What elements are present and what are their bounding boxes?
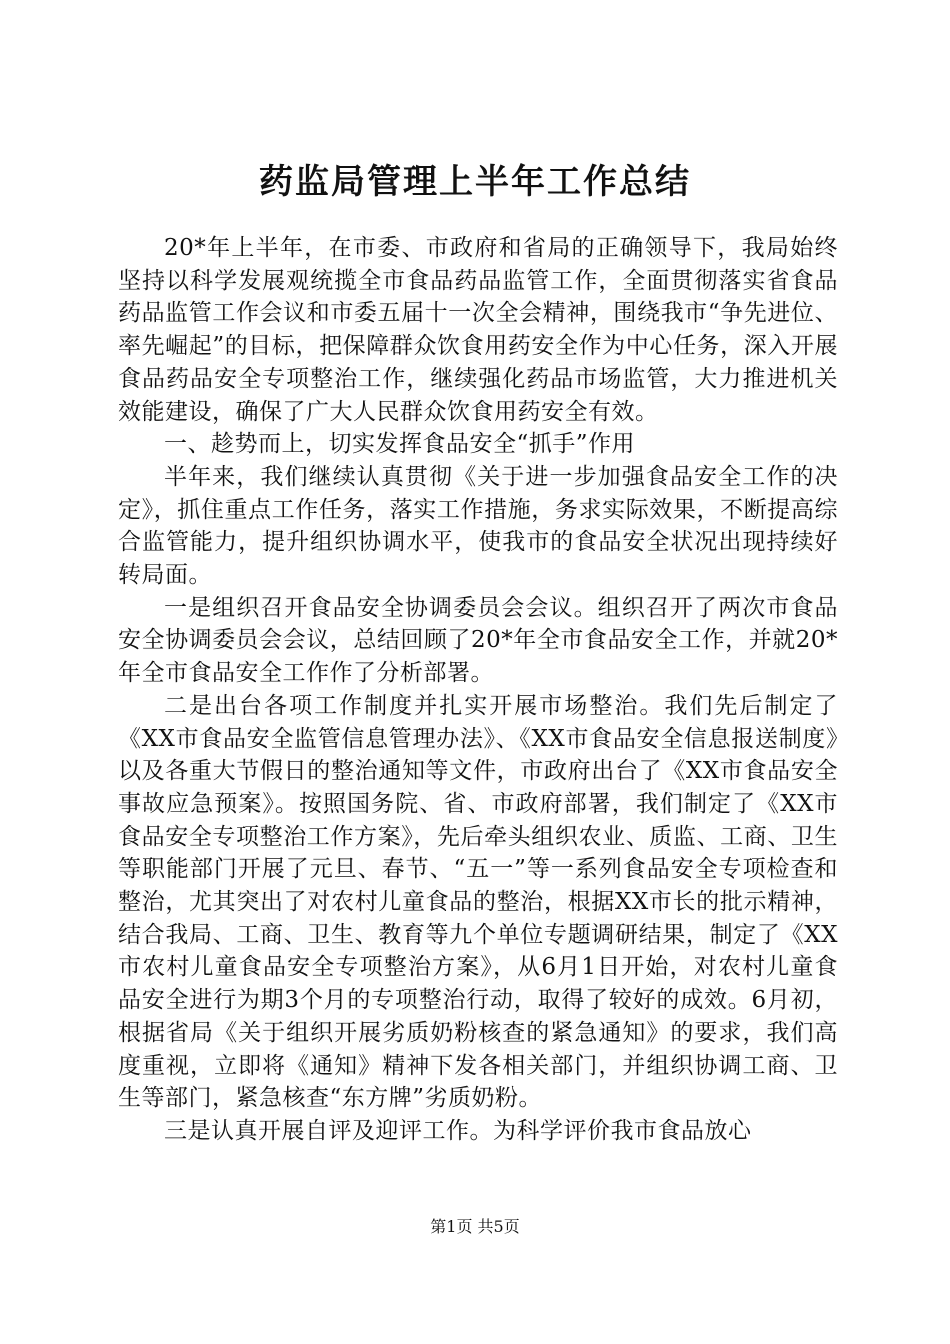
- paragraph-item-2: 二是出台各项工作制度并扎实开展市场整治。我们先后制定了《XX市食品安全监管信息管理办法》、《XX市食品安全信息报送制度》以及各重大节假日的整治通知等文件，市政府出台了《XX市食品安全事故应急预案》。按照国务院、省、市政府部署，我们制定了《XX市食品安全专项整治工作方案》，先后牵头组织农业、质监、工商、卫生等职能部门开展了元旦、春节、“五一”等一系列食品安全专项检查和整治，尤其突出了对农村儿童食品的整治，根据XX市长的批示精神，结合我局、工商、卫生、教育等九个单位专题调研结果，制定了《XX市农村儿童食品安全专项整治方案》，从6月1日开始，对农村儿童食品安全进行为期3个月的专项整治行动，取得了较好的成效。6月初，根据省局《关于组织开展劣质奶粉核查的紧急通知》的要求，我们高度重视，立即将《通知》精神下发各相关部门，并组织协调工商、卫生等部门，紧急核查“东方牌”劣质奶粉。: [118, 692, 838, 1112]
- document-body: [118, 232, 838, 1148]
- paragraph-section-1: 半年来，我们继续认真贯彻《关于进一步加强食品安全工作的决定》，抓住重点工作任务，落实工作措施，务求实际效果，不断提高综合监管能力，提升组织协调水平，使我市的食品安全状况出现持续好转局面。: [118, 463, 838, 589]
- page-footer: 第1页 共5页: [430, 1217, 520, 1236]
- paragraph-item-3: 三是认真开展自评及迎评工作。为科学评价我市食品放心: [164, 1117, 752, 1144]
- paragraph-intro: 20*年上半年，在市委、市政府和省局的正确领导下，我局始终坚持以科学发展观统揽全市食品药品监管工作，全面贯彻落实省食品药品监管工作会议和市委五届十一次全会精神，围绕我市“争先进位、率先崛起”的目标，把保障群众饮食用药安全作为中心任务，深入开展食品药品安全专项整治工作，继续强化药品市场监管，大力推进机关效能建设，确保了广大人民群众饮食用药安全有效。: [118, 235, 838, 425]
- paragraph-item-1: 一是组织召开食品安全协调委员会会议。组织召开了两次市食品安全协调委员会会议，总结回顾了20*年全市食品安全工作，并就20*年全市食品安全工作作了分析部署。: [118, 594, 838, 687]
- section-heading-1: 一、趁势而上，切实发挥食品安全“抓手”作用: [164, 431, 636, 458]
- document-title: 药监局管理上半年工作总结: [259, 162, 691, 202]
